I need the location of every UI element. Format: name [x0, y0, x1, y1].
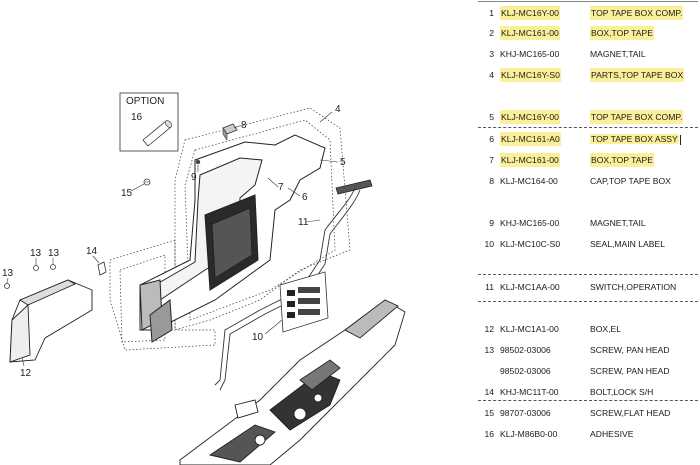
part-number: 7	[489, 155, 494, 165]
divider	[478, 127, 698, 128]
part-code: KLJ-MC161-A0	[501, 134, 560, 144]
part-number: 16	[484, 429, 494, 439]
part-description: TOP TAPE BOX COMP.	[591, 8, 683, 18]
part-number: 13	[484, 345, 494, 355]
part-code: KLJ-MC161-00	[501, 28, 559, 38]
part-number: 2	[489, 28, 494, 38]
part-code: KLJ-MC1AA-00	[500, 282, 560, 292]
option-label: OPTION	[126, 96, 165, 107]
parts-row-2	[472, 26, 700, 40]
parts-list	[472, 0, 700, 465]
callout-11: 11	[298, 217, 309, 228]
part-number: 4	[489, 70, 494, 80]
el-box	[10, 280, 92, 362]
flat-head-screw	[144, 179, 150, 185]
part-description: BOX,TOP TAPE	[591, 155, 653, 165]
part-code: KLJ-MC1A1-00	[500, 324, 559, 334]
part-description: SEAL,MAIN LABEL	[590, 239, 665, 249]
part-number: 8	[489, 176, 494, 186]
part-description: CAP,TOP TAPE BOX	[590, 176, 671, 186]
part-description	[590, 132, 681, 146]
part-description: MAGNET,TAIL	[590, 49, 646, 59]
part-number: 15	[484, 408, 494, 418]
part-number: 5	[489, 112, 494, 122]
part-code: KLJ-MC164-00	[500, 176, 558, 186]
divider	[478, 274, 698, 275]
parts-row-12	[472, 322, 700, 336]
part-code: KLJ-MC161-00	[501, 155, 559, 165]
part-number: 6	[489, 134, 494, 144]
part-description-text: TOP TAPE BOX ASSY	[591, 134, 678, 144]
part-description: SWITCH,OPERATION	[590, 282, 677, 292]
part-code: KLJ-M86B0-00	[500, 429, 558, 439]
part-code: KLJ-MC16Y-S0	[501, 70, 560, 80]
part-description: ADHESIVE	[590, 429, 634, 439]
parts-row-13	[472, 343, 700, 357]
part-number: 11	[485, 282, 494, 292]
adhesive-tube-icon	[143, 119, 173, 146]
callout-14: 14	[86, 246, 98, 257]
part-code: KHJ-MC165-00	[500, 49, 560, 59]
callout-4: 4	[335, 104, 341, 115]
parts-row-1	[472, 6, 700, 20]
part-code: 98502-03006	[500, 345, 551, 355]
lock-bolt	[98, 262, 106, 275]
part-number: 1	[489, 8, 494, 18]
part-code: KHJ-MC165-00	[500, 218, 560, 228]
parts-row-13b	[472, 364, 700, 378]
divider	[478, 301, 698, 302]
part-description: BOX,EL	[590, 324, 622, 334]
magnet-part	[196, 160, 200, 164]
parts-row-5	[472, 110, 700, 124]
parts-row-15	[472, 406, 700, 420]
divider	[478, 1, 698, 2]
part-code: 98707-03006	[500, 408, 551, 418]
cap-part	[223, 124, 237, 140]
part-code: KLJ-MC16Y-00	[501, 112, 559, 122]
parts-row-4	[472, 68, 700, 82]
parts-row-3	[472, 47, 700, 61]
part-number: 3	[489, 49, 494, 59]
parts-row-10	[472, 237, 700, 251]
part-description: TOP TAPE BOX COMP.	[591, 112, 683, 122]
main-label-seal	[280, 272, 328, 332]
part-code: KLJ-MC16Y-00	[501, 8, 559, 18]
part-description: BOX,TOP TAPE	[591, 28, 653, 38]
callout-13-a: 13	[30, 248, 42, 259]
part-description: BOLT,LOCK S/H	[590, 387, 654, 397]
parts-row-16	[472, 427, 700, 441]
part-description: MAGNET,TAIL	[590, 218, 646, 228]
parts-row-7	[472, 153, 700, 167]
part-code: KHJ-MC11T-00	[500, 387, 559, 397]
part-description: SCREW,FLAT HEAD	[590, 408, 671, 418]
callout-13-c: 13	[2, 268, 14, 279]
part-number: 12	[484, 324, 494, 334]
part-code: 98502-03006	[500, 366, 551, 376]
callout-13-b: 13	[48, 248, 60, 259]
callout-9: 9	[191, 172, 197, 183]
part-description: SCREW, PAN HEAD	[590, 345, 670, 355]
callout-16: 16	[131, 112, 143, 123]
callout-7: 7	[278, 182, 284, 193]
parts-row-14	[472, 385, 700, 399]
text-cursor	[680, 135, 681, 145]
divider	[478, 400, 698, 401]
part-description: PARTS,TOP TAPE BOX	[591, 70, 684, 80]
part-description: SCREW, PAN HEAD	[590, 366, 670, 376]
callout-12: 12	[20, 368, 32, 379]
parts-row-8	[472, 174, 700, 188]
part-number: 9	[489, 218, 494, 228]
callout-8: 8	[241, 120, 247, 131]
callout-15: 15	[121, 188, 133, 199]
part-number: 14	[484, 387, 494, 397]
parts-row-9	[472, 216, 700, 230]
callout-10: 10	[252, 332, 264, 343]
part-number: 10	[484, 239, 494, 249]
part-code: KLJ-MC10C-S0	[500, 239, 561, 249]
parts-row-6	[472, 132, 700, 146]
callout-5: 5	[340, 157, 346, 168]
callout-6: 6	[302, 192, 308, 203]
parts-row-11	[472, 280, 700, 294]
